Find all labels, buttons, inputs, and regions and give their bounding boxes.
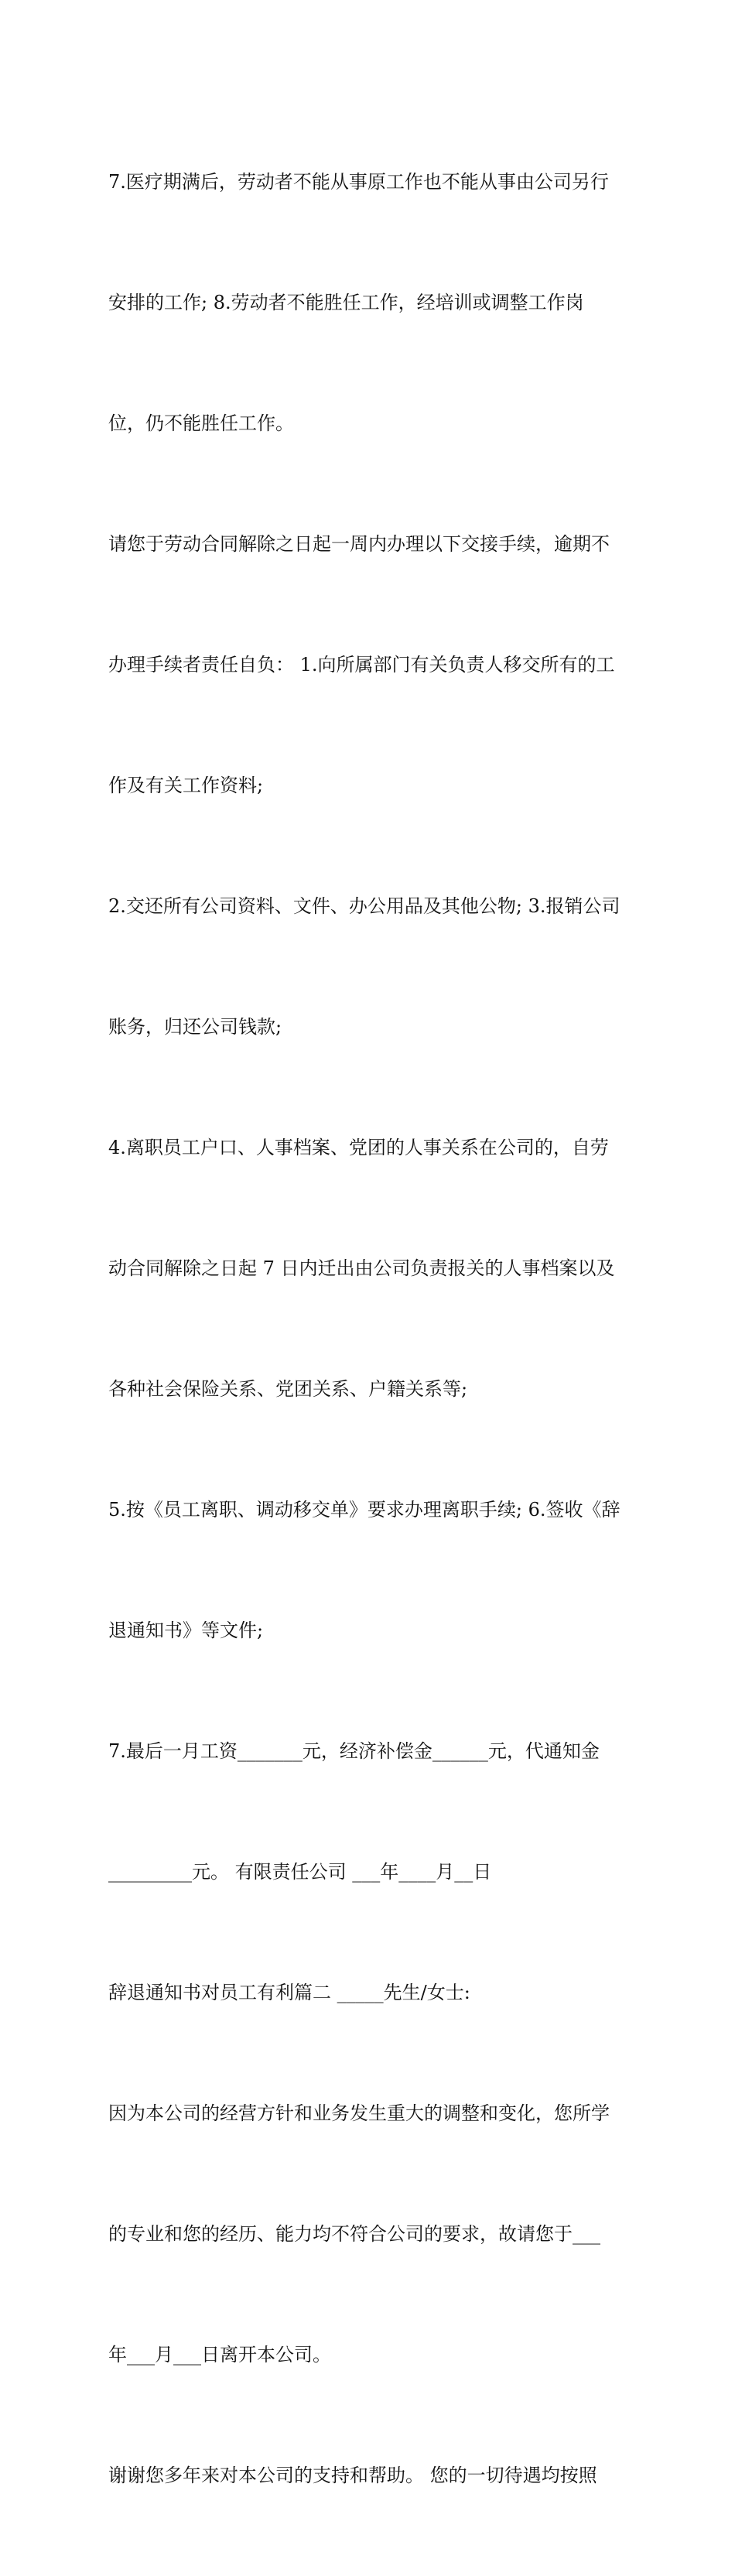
document-page [108,81,634,2576]
text-line: 请您于劳动合同解除之日起一周内办理以下交接手续，逾期不 [108,533,610,555]
text-line: 4.离职员工户口、人事档案、党团的人事关系在公司的，自劳 [108,1137,609,1158]
text-line: 2.交还所有公司资料、文件、办公用品及其他公物; 3.报销公司 [108,895,620,917]
text-line: 作及有关工作资料; [108,775,264,796]
text-line: 因为本公司的经营方针和业务发生重大的调整和变化，您所学 [108,2102,610,2124]
text-line: 位，仍不能胜任工作。 [108,412,294,434]
text-line: 辞退通知书对员工有利篇二 _____先生/女士: [108,1982,470,2003]
text-line: 的专业和您的经历、能力均不符合公司的要求，故请您于___ [108,2223,600,2245]
text-line: 办理手续者责任自负： 1.向所属部门有关负责人移交所有的工 [108,654,615,676]
text-line: 安排的工作; 8.劳动者不能胜任工作，经培训或调整工作岗 [108,292,584,313]
text-line: 7.最后一月工资_______元，经济补偿金______元，代通知金 [108,1740,600,1762]
text-line: 各种社会保险关系、党团关系、户籍关系等; [108,1378,468,1400]
text-line: 7.医疗期满后，劳动者不能从事原工作也不能从事由公司另行 [108,171,609,193]
text-line: 退通知书》等文件; [108,1620,264,1641]
text-line: 年___月___日离开本公司。 [108,2344,331,2366]
text-line: 谢谢您多年来对本公司的支持和帮助。 您的一切待遇均按照 [108,2465,597,2486]
text-line: _________元。 有限责任公司 ___年____月__日 [108,1861,492,1883]
text-line: 动合同解除之日起 7 日内迁出由公司负责报关的人事档案以及 [108,1257,615,1279]
text-line: 5.按《员工离职、调动移交单》要求办理离职手续; 6.签收《辞 [108,1499,620,1521]
document-body [108,81,634,2576]
text-line: 账务，归还公司钱款; [108,1016,282,1038]
